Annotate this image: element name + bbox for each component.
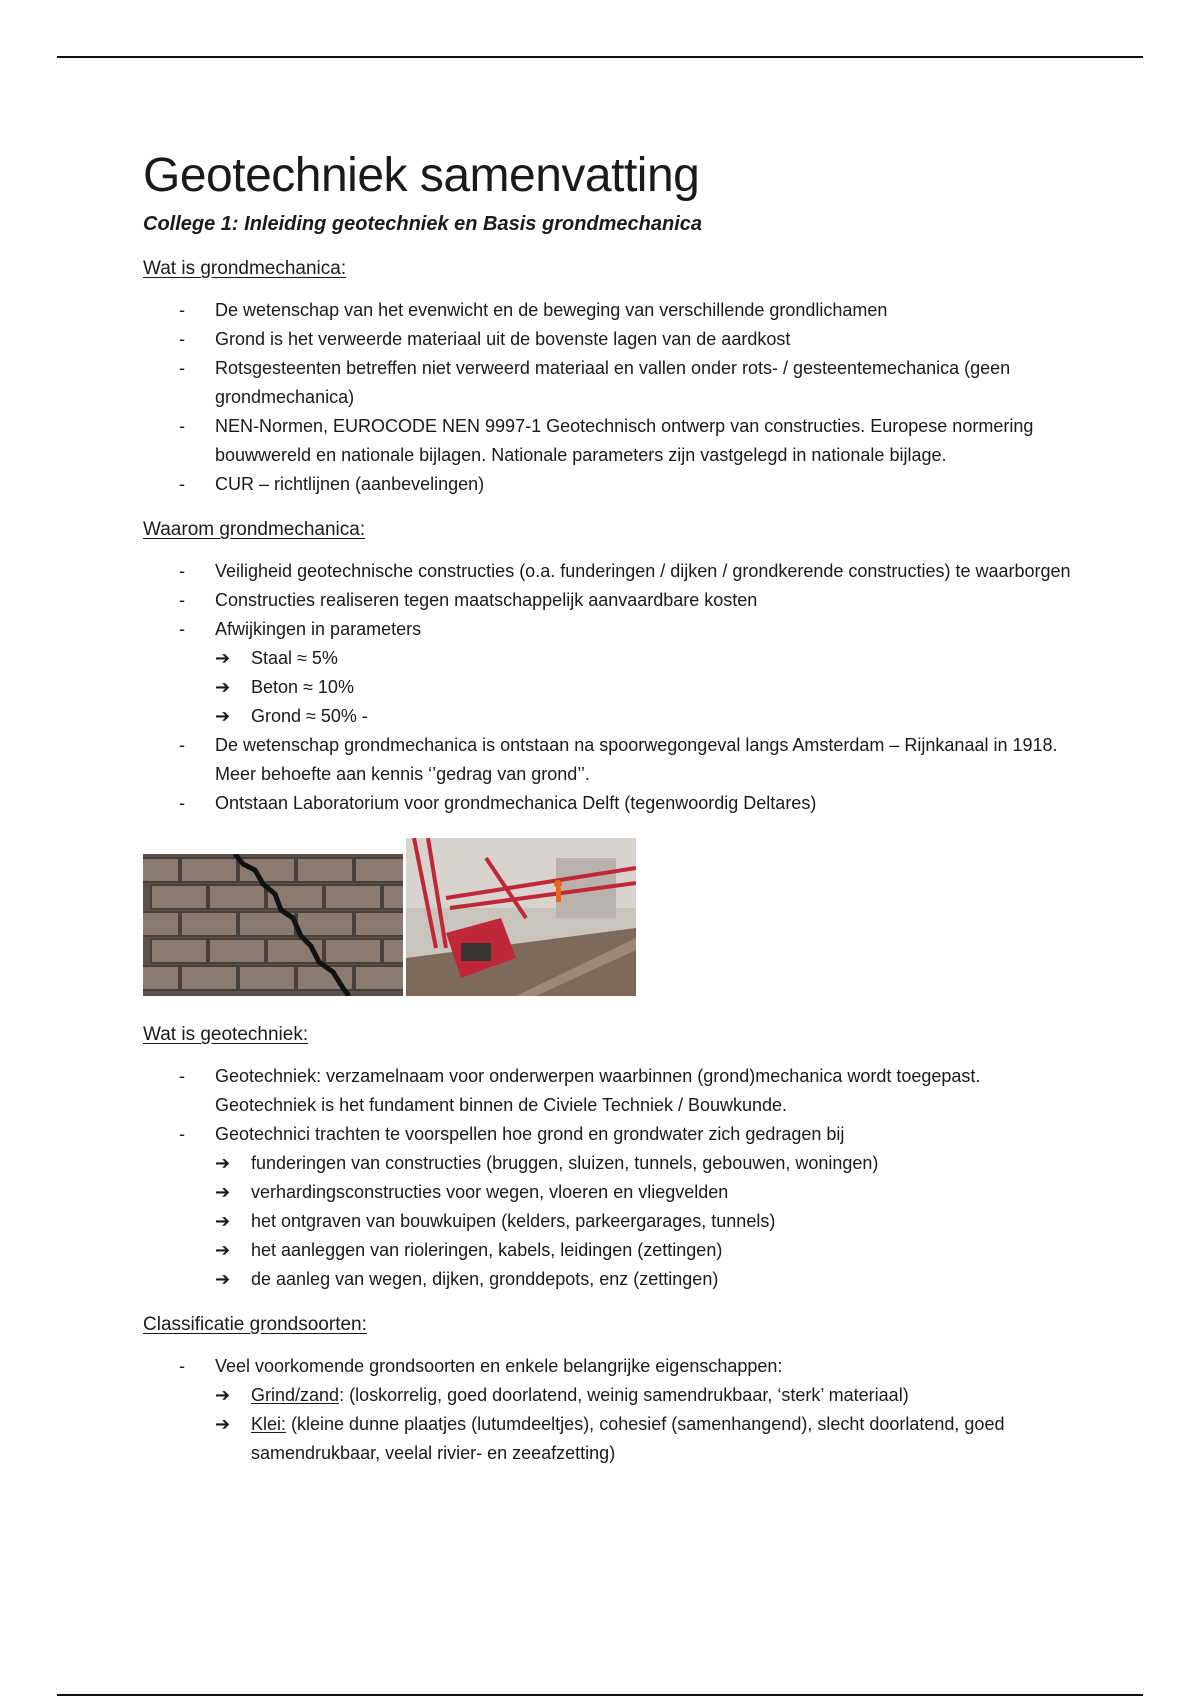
dash-icon: -: [179, 416, 185, 436]
dash-icon: -: [179, 793, 185, 813]
dash-icon: -: [179, 358, 185, 378]
arrow-right-icon: ➔: [215, 1153, 231, 1173]
arrow-item: ➔ Staal ≈ 5%: [215, 644, 1083, 673]
bullet-list: [143, 1352, 1083, 1468]
list-item: - CUR – richtlijnen (aanbevelingen): [143, 470, 1083, 499]
arrow-right-icon: ➔: [215, 706, 231, 726]
section-why-soil-mechanics: [143, 517, 1083, 818]
arrow-right-icon: ➔: [215, 1414, 231, 1434]
arrow-item: ➔ het ontgraven van bouwkuipen (kelders, parkeergarages, tunnels): [215, 1207, 1083, 1236]
list-item: - Ontstaan Laboratorium voor grondmechanica Delft (tegenwoordig Deltares): [143, 789, 1083, 818]
top-rule: [57, 56, 1143, 58]
section-heading: Waarom grondmechanica:: [143, 519, 366, 540]
bullet-list: [143, 296, 1083, 499]
dash-icon: -: [179, 1066, 185, 1086]
bottom-rule: [57, 1694, 1143, 1696]
bullet-list: [143, 1062, 1083, 1294]
dash-icon: -: [179, 561, 185, 581]
arrow-right-icon: ➔: [215, 648, 231, 668]
arrow-item: ➔ Klei: (kleine dunne plaatjes (lutumdeeltjes), cohesief (samenhangend), slecht doorlatend, goed samendrukbaar, veelal rivier- en zeeafzetting): [215, 1410, 1083, 1468]
list-item: - Constructies realiseren tegen maatschappelijk aanvaardbare kosten: [143, 586, 1083, 615]
bullet-list: [143, 557, 1083, 818]
arrow-list: [215, 1381, 1083, 1468]
arrow-item: ➔ Grind/zand: (loskorrelig, goed doorlatend, weinig samendrukbaar, ‘sterk’ materiaal): [215, 1381, 1083, 1410]
dash-icon: -: [179, 590, 185, 610]
list-item: - Veel voorkomende grondsoorten en enkele belangrijke eigenschappen: ➔ Grind/zand: (loskorrelig, goed doorlatend, weinig samendrukbaar, ‘sterk’ materiaal) ➔ Klei: (kleine dunne plaatjes (lutumdeeltjes), cohesief (samenhangend), slecht doorlatend, goed samendrukbaar, veelal rivier- en zeeafzetting): [143, 1352, 1083, 1468]
arrow-item: ➔ het aanleggen van rioleringen, kabels, leidingen (zettingen): [215, 1236, 1083, 1265]
list-item: - Veiligheid geotechnische constructies (o.a. funderingen / dijken / grondkerende constructies) te waarborgen: [143, 557, 1083, 586]
list-item: - NEN-Normen, EUROCODE NEN 9997-1 Geotechnisch ontwerp van constructies. Europese normering bouwwereld en nationale bijlagen. Nationale parameters zijn vastgelegd in nationale bijlage.: [143, 412, 1083, 470]
dash-icon: -: [179, 1356, 185, 1376]
crane-accident-image: [406, 838, 636, 996]
list-item: - Rotsgesteenten betreffen niet verweerd materiaal en vallen onder rots- / gesteentemechanica (geen grondmechanica): [143, 354, 1083, 412]
dash-icon: -: [179, 619, 185, 639]
section-heading: Wat is geotechniek:: [143, 1024, 309, 1045]
arrow-right-icon: ➔: [215, 1385, 231, 1405]
dash-icon: -: [179, 329, 185, 349]
section-soil-classification: [143, 1312, 1083, 1468]
list-item: - De wetenschap grondmechanica is ontstaan na spoorwegongeval langs Amsterdam – Rijnkanaal in 1918. Meer behoefte aan kennis ‘’gedrag van grond’’.: [143, 731, 1083, 789]
dash-icon: -: [179, 300, 185, 320]
arrow-item: ➔ funderingen van constructies (bruggen, sluizen, tunnels, gebouwen, woningen): [215, 1149, 1083, 1178]
list-item: - De wetenschap van het evenwicht en de beweging van verschillende grondlichamen: [143, 296, 1083, 325]
arrow-list: [215, 1149, 1083, 1294]
list-item: - Geotechniek: verzamelnaam voor onderwerpen waarbinnen (grond)mechanica wordt toegepast. Geotechniek is het fundament binnen de Civiele Techniek / Bouwkunde.: [143, 1062, 1083, 1120]
section-what-is-soil-mechanics: [143, 256, 1083, 499]
arrow-list: [215, 644, 1083, 731]
arrow-item: ➔ de aanleg van wegen, dijken, gronddepots, enz (zettingen): [215, 1265, 1083, 1294]
photo-row: [143, 838, 1083, 998]
section-what-is-geotechnics: [143, 1022, 1083, 1294]
arrow-right-icon: ➔: [215, 1182, 231, 1202]
arrow-right-icon: ➔: [215, 1211, 231, 1231]
document-body: [143, 144, 1083, 1468]
section-heading: Wat is grondmechanica:: [143, 258, 347, 279]
arrow-item: ➔ Grond ≈ 50% -: [215, 702, 1083, 731]
section-heading: Classificatie grondsoorten:: [143, 1314, 367, 1335]
arrow-right-icon: ➔: [215, 677, 231, 697]
arrow-right-icon: ➔: [215, 1240, 231, 1260]
arrow-item: ➔ Beton ≈ 10%: [215, 673, 1083, 702]
document-title: Geotechniek samenvatting: [143, 149, 700, 202]
cracked-brick-wall-image: [143, 854, 403, 996]
document-subtitle: College 1: Inleiding geotechniek en Basis grondmechanica: [143, 213, 703, 235]
soil-type-term: Grind/zand: [251, 1385, 340, 1405]
soil-type-term: Klei:: [251, 1414, 287, 1434]
list-item: - Geotechnici trachten te voorspellen hoe grond en grondwater zich gedragen bij ➔ funderingen van constructies (bruggen, sluizen, tunnels, gebouwen, woningen) ➔ verhardingsconstructies voor wegen, vloeren en vliegvelden ➔ het ontgraven van bouwkuipen (kelders, parkeergarages, tunnels) ➔ het aanleggen van rioleringen, kabels, leidingen (zettingen) ➔ de aanleg van wegen, dijken, gronddepots, enz (zettingen): [143, 1120, 1083, 1294]
dash-icon: -: [179, 735, 185, 755]
dash-icon: -: [179, 474, 185, 494]
arrow-right-icon: ➔: [215, 1269, 231, 1289]
list-item: - Grond is het verweerde materiaal uit de bovenste lagen van de aardkost: [143, 325, 1083, 354]
arrow-item: ➔ verhardingsconstructies voor wegen, vloeren en vliegvelden: [215, 1178, 1083, 1207]
list-item: - Afwijkingen in parameters ➔ Staal ≈ 5% ➔ Beton ≈ 10% ➔ Grond ≈ 50% -: [143, 615, 1083, 731]
dash-icon: -: [179, 1124, 185, 1144]
